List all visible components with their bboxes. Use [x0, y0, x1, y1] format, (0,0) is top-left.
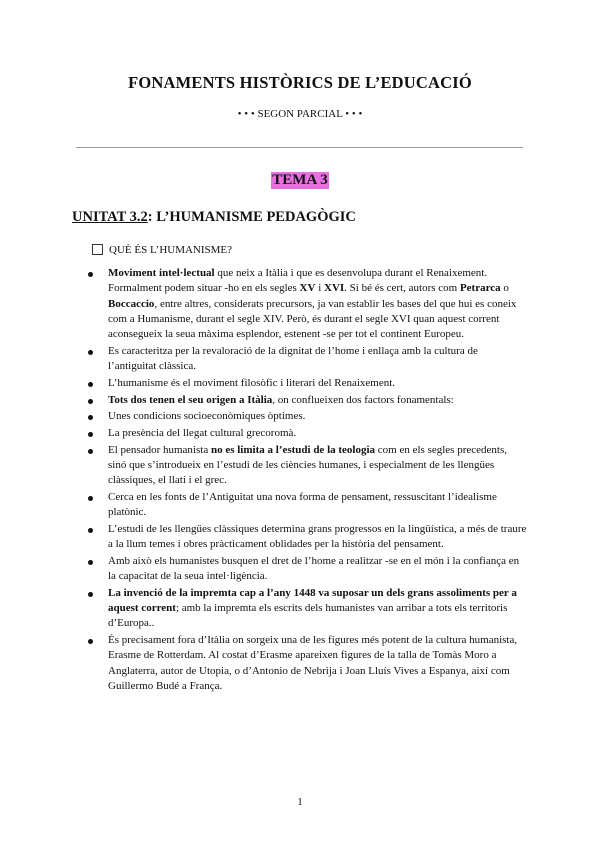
checkbox-icon [92, 244, 103, 255]
bullet-icon [88, 528, 93, 533]
unit-heading [72, 209, 356, 226]
bullet-icon [88, 382, 93, 387]
list-item: Moviment intel·lectual que neix a Itàlia i que es desenvolupa durant el Renaixement. Formalment podem situar -ho en els segles XV i XVI. Si bé és cert, autors com Petrarca o Boccaccio, entre altres, considerats precursors, ja van establir les bases del que hui es coneix com a Humanisme, durant el segle XIV. Però, és durant el segle XVI quan aquest corrent aconsegueix la seua màxima esplendor, estenent -se per tot el continent Europeu. [108, 266, 528, 342]
bullet-icon [88, 432, 93, 437]
bullet-icon [88, 592, 93, 597]
topic-heading [0, 171, 600, 189]
bullet-icon [88, 496, 93, 501]
unit-title: : L’HUMANISME PEDAGÒGIC [147, 209, 356, 225]
bullet-icon [88, 560, 93, 565]
list-item: L’humanisme és el moviment filosòfic i literari del Renaixement. [108, 376, 528, 391]
list-item: Es caracteritza per la revaloració de la dignitat de l’home i enllaça amb la cultura de l’antiguitat clàssica. [108, 344, 528, 375]
list-item: La presència del llegat cultural grecoromà. [108, 426, 528, 441]
list-item: Tots dos tenen el seu origen a Itàlia, on conflueixen dos factors fonamentals: [108, 393, 528, 408]
document-subtitle: • • • SEGON PARCIAL • • • [237, 108, 363, 120]
bullet-icon [88, 272, 93, 277]
bullet-list [108, 266, 528, 696]
list-item: Amb això els humanistes busquen el dret de l’home a realitzar -se en el món i la confiança en la capacitat de la seua intel·ligència. [108, 554, 528, 585]
bullet-icon [88, 639, 93, 644]
bullet-icon [88, 415, 93, 420]
unit-label: UNITAT 3.2 [72, 209, 148, 225]
bullet-icon [88, 350, 93, 355]
list-item: La invenció de la impremta cap a l’any 1448 va suposar un dels grans assoliments per a aquest corrent; amb la impremta els escrits dels humanistes van arribar a tots els territoris d’Europa.. [108, 586, 528, 632]
list-item: És precisament fora d’Itàlia on sorgeix una de les figures més potent de la cultura humanista, Erasme de Rotterdam. Al costat d’Erasme apareixen figures de la talla de Tomàs Moro a Anglaterra, autor de Utopia, o d’Antonio de Nebrija i Joan Lluís Vives a Espanya, així com Guillermo Budé a França. [108, 633, 528, 694]
horizontal-divider [76, 147, 523, 148]
list-item: Cerca en les fonts de l’Antiguitat una nova forma de pensament, ressuscitant l’idealisme platònic. [108, 490, 528, 521]
page-number: 1 [297, 796, 303, 808]
bullet-icon [88, 399, 93, 404]
bullet-icon [88, 449, 93, 454]
section-question-text: QUÈ ÉS L’HUMANISME? [109, 244, 233, 256]
list-item: Unes condicions socioeconòmiques òptimes. [108, 409, 528, 424]
section-question [92, 244, 232, 256]
tema-label: TEMA 3 [272, 172, 328, 188]
document-title: FONAMENTS HISTÒRICS DE L’EDUCACIÓ [128, 73, 472, 92]
list-item: El pensador humanista no es limita a l’estudi de la teologia com en els segles precedents, sinó que s’introdueix en l’estudi de les ciències humanes, i especialment de les llengües clàssiques, el llatí i el grec. [108, 443, 528, 489]
list-item: L’estudi de les llengües clàssiques determina grans progressos en la lingüística, a més de traure a la llum temes i obres pràcticament oblidades per la història del pensament. [108, 522, 528, 553]
